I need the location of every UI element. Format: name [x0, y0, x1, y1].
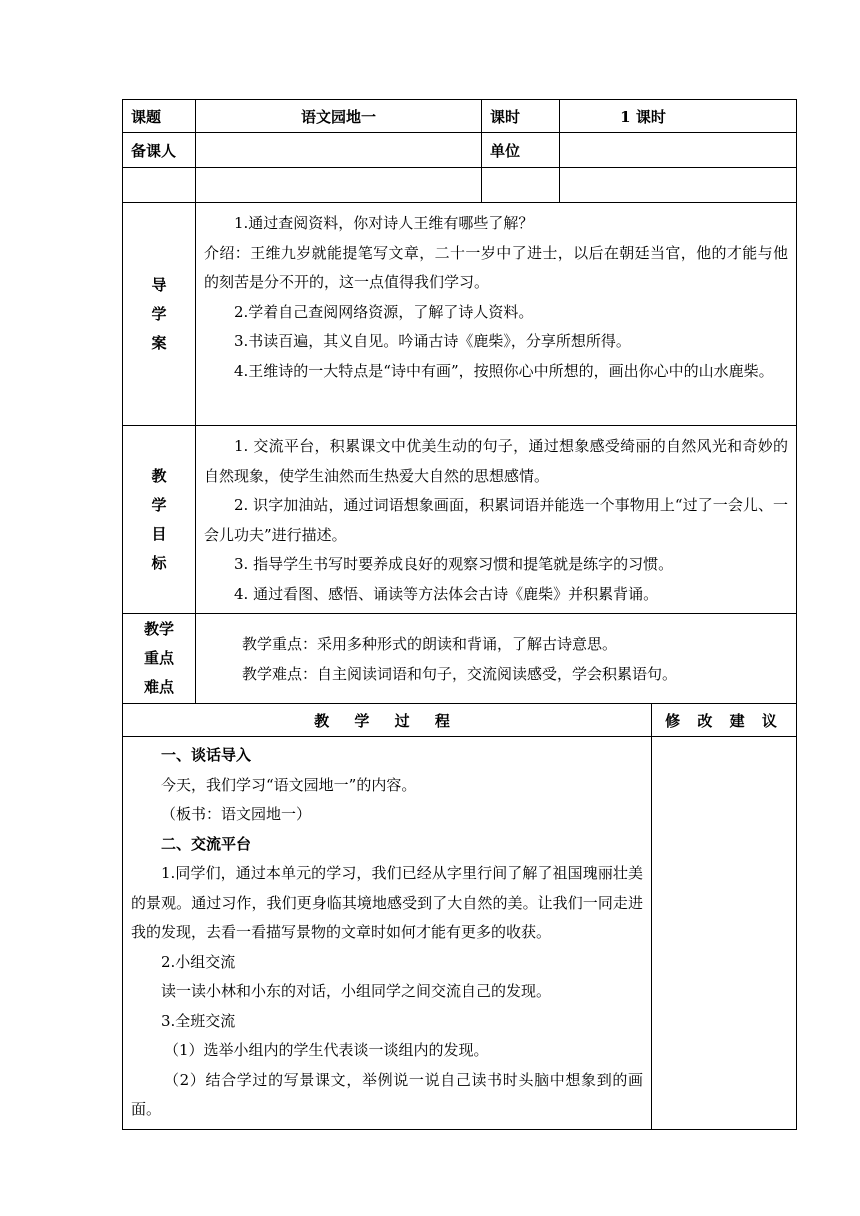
process-row — [123, 737, 797, 1130]
keypoints-row — [123, 614, 797, 704]
goal-line: 3. 指导学生书写时要养成良好的观察习惯和提笔就是练字的习惯。 — [234, 555, 674, 573]
blank-cell — [123, 168, 196, 203]
unit-label: 单位 — [482, 133, 560, 168]
goal-line: 2. 识字加油站，通过词语想象画面，积累词语并能选一个事物用上“过了一会儿、一会儿功夫”进行描述。 — [204, 496, 789, 544]
process-title: 教 学 过 程 — [123, 704, 652, 737]
guide-label-char: 学 — [151, 304, 167, 323]
guide-line: 1.通过查阅资料，你对诗人王维有哪些了解？ — [234, 214, 534, 232]
process-line: 1.同学们，通过本单元的学习，我们已经从字里行间了解了祖国瑰丽壮美的景观。通过习作，我们更身临其境地感受到了大自然的美。让我们一同走进我的发现，去看一看描写景物的文章时如何才能有更多的收获。 — [131, 864, 643, 941]
preparer-label: 备课人 — [123, 133, 196, 168]
keypoint-line: 教学难点：自主阅读词语和句子，交流阅读感受，学会积累语句。 — [242, 664, 678, 683]
process-line: （板书：语文园地一） — [161, 805, 312, 823]
section-title: 一、谈话导入 — [161, 746, 252, 764]
keypoints-label-line: 难点 — [143, 678, 174, 696]
process-content — [123, 737, 652, 1130]
topic-row — [123, 100, 797, 133]
goal-line: 4. 通过看图、感悟、诵读等方法体会古诗《鹿柴》并积累背诵。 — [234, 584, 659, 603]
blank-cell — [560, 168, 797, 203]
goals-label-char: 学 — [151, 495, 167, 514]
lesson-plan-table — [122, 99, 797, 1130]
guide-line: 2.学着自己查阅网络资源，了解了诗人资料。 — [234, 302, 534, 321]
guide-label-char: 导 — [151, 275, 167, 294]
keypoints-content — [196, 614, 797, 704]
guide-content — [196, 203, 797, 426]
topic-label: 课题 — [123, 100, 196, 133]
blank-cell — [196, 168, 482, 203]
goals-content — [196, 426, 797, 614]
unit-value — [560, 133, 797, 168]
guide-row — [123, 203, 797, 426]
preparer-row — [123, 133, 797, 168]
goals-label-char: 标 — [151, 553, 167, 572]
keypoints-label — [123, 614, 196, 704]
suggestion-cell — [652, 737, 797, 1130]
process-line: 今天，我们学习“语文园地一”的内容。 — [161, 775, 417, 794]
section-title: 二、交流平台 — [161, 834, 252, 853]
blank-cell — [482, 168, 560, 203]
goals-label-char: 教 — [151, 466, 167, 485]
guide-label-char: 案 — [151, 333, 167, 352]
keypoints-label-line: 教学 — [143, 620, 174, 638]
keypoints-label-line: 重点 — [143, 649, 174, 667]
guide-line: 介绍：王维九岁就能提笔写文章，二十一岁中了进士，以后在朝廷当官，他的才能与他的刻苦是分不开的，这一点值得我们学习。 — [204, 243, 789, 291]
goals-label-char: 目 — [151, 524, 167, 543]
goal-line: 1. 交流平台，积累课文中优美生动的句子，通过想象感受绮丽的自然风光和奇妙的自然现象，使学生油然而生热爱大自然的思想感情。 — [204, 437, 789, 485]
goals-row — [123, 426, 797, 614]
blank-row — [123, 168, 797, 203]
process-line: （2）结合学过的写景课文，举例说一说自己读书时头脑中想象到的画面。 — [131, 1070, 643, 1118]
guide-line: 4.王维诗的一大特点是“诗中有画”，按照你心中所想的，画出你心中的山水鹿柴。 — [234, 361, 774, 380]
process-line: 2.小组交流 — [161, 952, 236, 971]
preparer-value — [196, 133, 482, 168]
hours-label: 课时 — [482, 100, 560, 133]
process-header-row — [123, 704, 797, 737]
process-line: （1）选举小组内的学生代表谈一谈组内的发现。 — [164, 1041, 489, 1059]
keypoint-line: 教学重点：采用多种形式的朗读和背诵，了解古诗意思。 — [242, 635, 618, 653]
guide-label — [123, 203, 196, 426]
process-line: 3.全班交流 — [161, 1011, 236, 1030]
topic-value: 语文园地一 — [196, 100, 482, 133]
guide-line: 3.书读百遍，其义自见。吟诵古诗《鹿柴》，分享所想所得。 — [234, 332, 631, 350]
hours-value: 1 课时 — [560, 100, 797, 133]
goals-label — [123, 426, 196, 614]
suggestion-title: 修 改 建 议 — [652, 704, 797, 737]
process-line: 读一读小林和小东的对话，小组同学之间交流自己的发现。 — [161, 982, 552, 1000]
